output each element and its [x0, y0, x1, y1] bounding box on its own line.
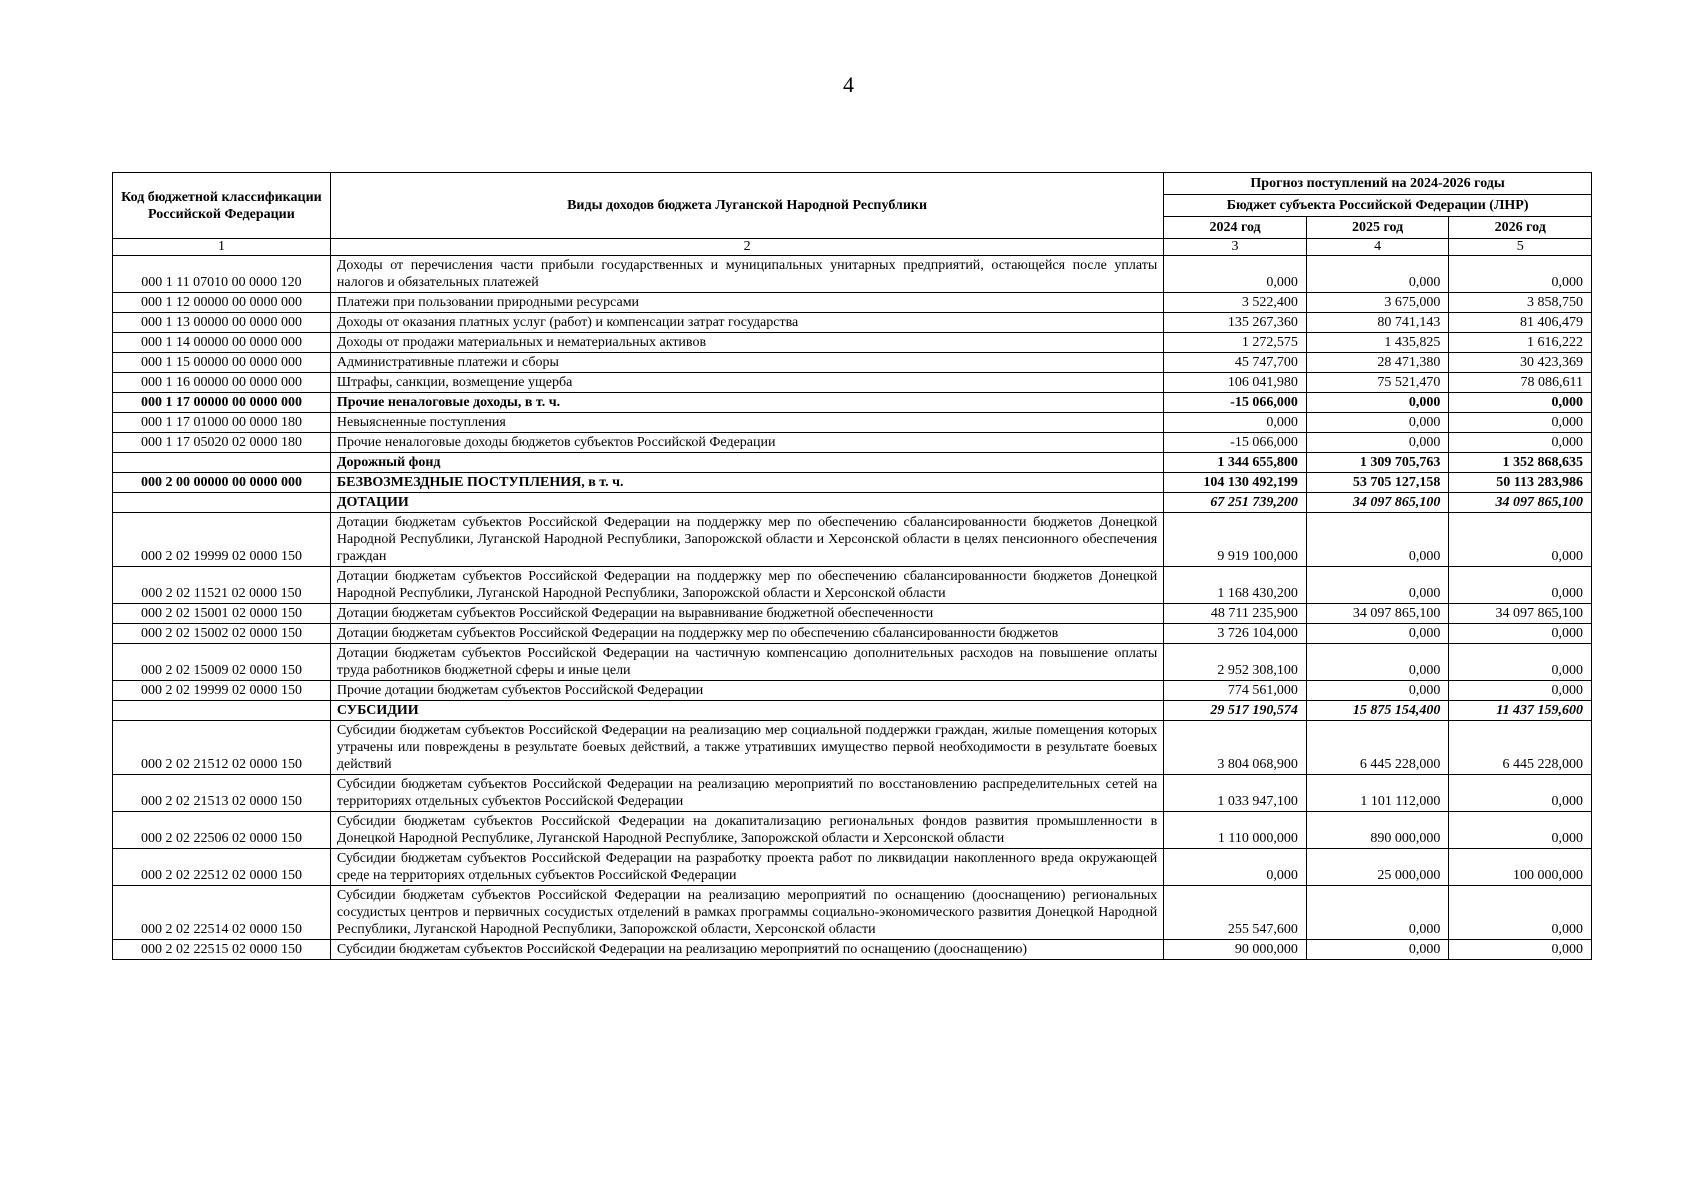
table-row — [113, 313, 1592, 333]
value-2026-cell: 0,000 — [1449, 413, 1592, 433]
value-2024-cell: 104 130 492,199 — [1164, 473, 1307, 493]
value-2025-cell: 1 309 705,763 — [1306, 453, 1449, 473]
value-2025-cell: 34 097 865,100 — [1306, 604, 1449, 624]
value-2026-cell: 0,000 — [1449, 940, 1592, 960]
value-2026-cell: 0,000 — [1449, 812, 1592, 849]
header-year-2024: 2024 год — [1164, 217, 1307, 239]
value-2025-cell: 75 521,470 — [1306, 373, 1449, 393]
budget-code-cell: 000 1 17 05020 02 0000 180 — [113, 433, 331, 453]
budget-code-cell: 000 1 17 00000 00 0000 000 — [113, 393, 331, 413]
value-2024-cell: 2 952 308,100 — [1164, 644, 1307, 681]
budget-code-cell: 000 1 16 00000 00 0000 000 — [113, 373, 331, 393]
value-2024-cell: 3 522,400 — [1164, 293, 1307, 313]
value-2024-cell: 3 804 068,900 — [1164, 721, 1307, 775]
table-row — [113, 886, 1592, 940]
budget-code-cell: 000 2 02 15009 02 0000 150 — [113, 644, 331, 681]
value-2026-cell: 0,000 — [1449, 567, 1592, 604]
budget-code-cell: 000 1 15 00000 00 0000 000 — [113, 353, 331, 373]
column-number: 5 — [1449, 239, 1592, 256]
table-row — [113, 849, 1592, 886]
revenue-name-cell: Субсидии бюджетам субъектов Российской Федерации на докапитализацию региональных фондов развития промышленности в Донецкой Народной Республике, Луганской Народной Республике, Запорожской области и Херсонской области — [330, 812, 1163, 849]
revenue-name-cell: БЕЗВОЗМЕЗДНЫЕ ПОСТУПЛЕНИЯ, в т. ч. — [330, 473, 1163, 493]
budget-code-cell: 000 2 02 22515 02 0000 150 — [113, 940, 331, 960]
table-row — [113, 293, 1592, 313]
revenue-name-cell: Доходы от продажи материальных и нематериальных активов — [330, 333, 1163, 353]
table-row — [113, 812, 1592, 849]
revenue-name-cell: Дотации бюджетам субъектов Российской Федерации на частичную компенсацию дополнительных расходов на повышение оплаты труда работников бюджетной сферы и иные цели — [330, 644, 1163, 681]
column-number: 2 — [330, 239, 1163, 256]
value-2024-cell: 3 726 104,000 — [1164, 624, 1307, 644]
revenue-name-cell: СУБСИДИИ — [330, 701, 1163, 721]
table-row — [113, 644, 1592, 681]
revenue-name-cell: Прочие дотации бюджетам субъектов Российской Федерации — [330, 681, 1163, 701]
value-2026-cell: 34 097 865,100 — [1449, 493, 1592, 513]
table-row — [113, 567, 1592, 604]
value-2026-cell: 81 406,479 — [1449, 313, 1592, 333]
value-2025-cell: 0,000 — [1306, 413, 1449, 433]
value-2025-cell: 0,000 — [1306, 513, 1449, 567]
value-2024-cell: 255 547,600 — [1164, 886, 1307, 940]
value-2025-cell: 1 435,825 — [1306, 333, 1449, 353]
revenue-name-cell: Дотации бюджетам субъектов Российской Федерации на поддержку мер по обеспечению сбалансированности бюджетов Донецкой Народной Республики, Луганской Народной Республики, Запорожской области и Херсонской области в целях пенсионного обеспечения граждан — [330, 513, 1163, 567]
budget-code-cell: 000 2 02 22512 02 0000 150 — [113, 849, 331, 886]
value-2024-cell: 48 711 235,900 — [1164, 604, 1307, 624]
value-2024-cell: 67 251 739,200 — [1164, 493, 1307, 513]
budget-code-cell: 000 2 00 00000 00 0000 000 — [113, 473, 331, 493]
table-row — [113, 333, 1592, 353]
table-row — [113, 701, 1592, 721]
table-row — [113, 721, 1592, 775]
table-row — [113, 775, 1592, 812]
table-row — [113, 413, 1592, 433]
budget-code-cell: 000 2 02 21513 02 0000 150 — [113, 775, 331, 812]
budget-code-cell: 000 2 02 15001 02 0000 150 — [113, 604, 331, 624]
table-row — [113, 493, 1592, 513]
table-row — [113, 453, 1592, 473]
column-number: 1 — [113, 239, 331, 256]
revenue-name-cell: Прочие неналоговые доходы, в т. ч. — [330, 393, 1163, 413]
value-2025-cell: 0,000 — [1306, 940, 1449, 960]
budget-code-cell — [113, 453, 331, 473]
value-2026-cell: 3 858,750 — [1449, 293, 1592, 313]
value-2026-cell: 34 097 865,100 — [1449, 604, 1592, 624]
budget-code-cell: 000 2 02 19999 02 0000 150 — [113, 681, 331, 701]
budget-code-cell — [113, 701, 331, 721]
value-2025-cell: 0,000 — [1306, 393, 1449, 413]
value-2025-cell: 3 675,000 — [1306, 293, 1449, 313]
budget-code-cell: 000 1 11 07010 00 0000 120 — [113, 256, 331, 293]
value-2025-cell: 0,000 — [1306, 886, 1449, 940]
value-2024-cell: 90 000,000 — [1164, 940, 1307, 960]
value-2026-cell: 1 352 868,635 — [1449, 453, 1592, 473]
header-name: Виды доходов бюджета Луганской Народной Республики — [330, 173, 1163, 239]
table-row — [113, 940, 1592, 960]
table-row — [113, 373, 1592, 393]
header-budget: Бюджет субъекта Российской Федерации (ЛНР) — [1164, 195, 1592, 217]
value-2026-cell: 1 616,222 — [1449, 333, 1592, 353]
value-2025-cell: 0,000 — [1306, 624, 1449, 644]
value-2024-cell: 0,000 — [1164, 256, 1307, 293]
value-2024-cell: 29 517 190,574 — [1164, 701, 1307, 721]
value-2024-cell: -15 066,000 — [1164, 433, 1307, 453]
budget-revenue-table — [112, 172, 1592, 960]
table-row — [113, 513, 1592, 567]
value-2024-cell: 9 919 100,000 — [1164, 513, 1307, 567]
page-number: 4 — [843, 72, 854, 97]
revenue-name-cell: Прочие неналоговые доходы бюджетов субъектов Российской Федерации — [330, 433, 1163, 453]
revenue-name-cell: Доходы от перечисления части прибыли государственных и муниципальных унитарных предприятий, остающейся после уплаты налогов и обязательных платежей — [330, 256, 1163, 293]
value-2024-cell: 774 561,000 — [1164, 681, 1307, 701]
value-2026-cell: 6 445 228,000 — [1449, 721, 1592, 775]
value-2024-cell: 45 747,700 — [1164, 353, 1307, 373]
value-2025-cell: 0,000 — [1306, 681, 1449, 701]
revenue-name-cell: Субсидии бюджетам субъектов Российской Федерации на разработку проекта работ по ликвидации накопленного вреда окружающей среде на территориях отдельных субъектов Российской Федерации — [330, 849, 1163, 886]
table-row — [113, 604, 1592, 624]
revenue-name-cell: Дотации бюджетам субъектов Российской Федерации на поддержку мер по обеспечению сбалансированности бюджетов — [330, 624, 1163, 644]
value-2025-cell: 53 705 127,158 — [1306, 473, 1449, 493]
revenue-name-cell: Субсидии бюджетам субъектов Российской Федерации на реализацию мероприятий по оснащению (дооснащению) региональных сосудистых центров и первичных сосудистых отделений в рамках программы социально-экономического развития Донецкой Народной Республики, Луганской Народной Республики, Запорожской области, Херсонской области — [330, 886, 1163, 940]
table-row — [113, 473, 1592, 493]
value-2024-cell: 1 344 655,800 — [1164, 453, 1307, 473]
column-number: 3 — [1164, 239, 1307, 256]
table-row — [113, 433, 1592, 453]
budget-code-cell: 000 2 02 19999 02 0000 150 — [113, 513, 331, 567]
budget-code-cell — [113, 493, 331, 513]
revenue-name-cell: Субсидии бюджетам субъектов Российской Федерации на реализацию мероприятий по оснащению (дооснащению) — [330, 940, 1163, 960]
value-2024-cell: 0,000 — [1164, 849, 1307, 886]
budget-code-cell: 000 1 12 00000 00 0000 000 — [113, 293, 331, 313]
value-2026-cell: 100 000,000 — [1449, 849, 1592, 886]
value-2025-cell: 15 875 154,400 — [1306, 701, 1449, 721]
value-2026-cell: 0,000 — [1449, 256, 1592, 293]
value-2024-cell: 1 168 430,200 — [1164, 567, 1307, 604]
value-2026-cell: 0,000 — [1449, 681, 1592, 701]
revenue-name-cell: Платежи при пользовании природными ресурсами — [330, 293, 1163, 313]
table-row — [113, 256, 1592, 293]
value-2026-cell: 0,000 — [1449, 393, 1592, 413]
table-row — [113, 681, 1592, 701]
value-2026-cell: 50 113 283,986 — [1449, 473, 1592, 493]
value-2025-cell: 28 471,380 — [1306, 353, 1449, 373]
header-forecast: Прогноз поступлений на 2024-2026 годы — [1164, 173, 1592, 195]
value-2024-cell: 1 272,575 — [1164, 333, 1307, 353]
budget-code-cell: 000 1 17 01000 00 0000 180 — [113, 413, 331, 433]
value-2024-cell: -15 066,000 — [1164, 393, 1307, 413]
revenue-name-cell: Доходы от оказания платных услуг (работ) и компенсации затрат государства — [330, 313, 1163, 333]
table-row — [113, 624, 1592, 644]
revenue-name-cell: Субсидии бюджетам субъектов Российской Федерации на реализацию мероприятий по восстановлению распределительных сетей на территориях отдельных субъектов Российской Федерации — [330, 775, 1163, 812]
value-2024-cell: 135 267,360 — [1164, 313, 1307, 333]
value-2026-cell: 78 086,611 — [1449, 373, 1592, 393]
revenue-name-cell: Субсидии бюджетам субъектов Российской Федерации на реализацию мер социальной поддержки граждан, жилые помещения которых утрачены или повреждены в результате боевых действий, а также утративших имущество первой необходимости в результате боевых действий — [330, 721, 1163, 775]
budget-code-cell: 000 2 02 22506 02 0000 150 — [113, 812, 331, 849]
value-2025-cell: 80 741,143 — [1306, 313, 1449, 333]
column-numbers-row — [113, 239, 1592, 256]
value-2026-cell: 0,000 — [1449, 624, 1592, 644]
value-2024-cell: 0,000 — [1164, 413, 1307, 433]
value-2025-cell: 25 000,000 — [1306, 849, 1449, 886]
budget-code-cell: 000 2 02 15002 02 0000 150 — [113, 624, 331, 644]
budget-code-cell: 000 2 02 21512 02 0000 150 — [113, 721, 331, 775]
value-2026-cell: 0,000 — [1449, 513, 1592, 567]
table-row — [113, 353, 1592, 373]
value-2026-cell: 11 437 159,600 — [1449, 701, 1592, 721]
column-number: 4 — [1306, 239, 1449, 256]
table-header — [113, 173, 1592, 256]
revenue-name-cell: Дорожный фонд — [330, 453, 1163, 473]
value-2026-cell: 30 423,369 — [1449, 353, 1592, 373]
value-2026-cell: 0,000 — [1449, 886, 1592, 940]
revenue-name-cell: Невыясненные поступления — [330, 413, 1163, 433]
header-year-2025: 2025 год — [1306, 217, 1449, 239]
value-2026-cell: 0,000 — [1449, 433, 1592, 453]
value-2024-cell: 106 041,980 — [1164, 373, 1307, 393]
value-2025-cell: 0,000 — [1306, 644, 1449, 681]
header-year-2026: 2026 год — [1449, 217, 1592, 239]
revenue-name-cell: Штрафы, санкции, возмещение ущерба — [330, 373, 1163, 393]
value-2025-cell: 0,000 — [1306, 256, 1449, 293]
revenue-name-cell: Дотации бюджетам субъектов Российской Федерации на выравнивание бюджетной обеспеченности — [330, 604, 1163, 624]
revenue-name-cell: Дотации бюджетам субъектов Российской Федерации на поддержку мер по обеспечению сбалансированности бюджетов Донецкой Народной Республики, Луганской Народной Республики, Запорожской области и Херсонской области — [330, 567, 1163, 604]
budget-code-cell: 000 1 13 00000 00 0000 000 — [113, 313, 331, 333]
value-2025-cell: 0,000 — [1306, 567, 1449, 604]
value-2025-cell: 890 000,000 — [1306, 812, 1449, 849]
value-2025-cell: 6 445 228,000 — [1306, 721, 1449, 775]
value-2024-cell: 1 033 947,100 — [1164, 775, 1307, 812]
revenue-name-cell: Административные платежи и сборы — [330, 353, 1163, 373]
value-2025-cell: 1 101 112,000 — [1306, 775, 1449, 812]
value-2026-cell: 0,000 — [1449, 775, 1592, 812]
value-2026-cell: 0,000 — [1449, 644, 1592, 681]
value-2024-cell: 1 110 000,000 — [1164, 812, 1307, 849]
budget-code-cell: 000 2 02 11521 02 0000 150 — [113, 567, 331, 604]
value-2025-cell: 0,000 — [1306, 433, 1449, 453]
revenue-name-cell: ДОТАЦИИ — [330, 493, 1163, 513]
header-code: Код бюджетной классификации Российской Федерации — [113, 173, 331, 239]
value-2025-cell: 34 097 865,100 — [1306, 493, 1449, 513]
budget-code-cell: 000 2 02 22514 02 0000 150 — [113, 886, 331, 940]
table-body — [113, 256, 1592, 960]
budget-code-cell: 000 1 14 00000 00 0000 000 — [113, 333, 331, 353]
table-row — [113, 393, 1592, 413]
